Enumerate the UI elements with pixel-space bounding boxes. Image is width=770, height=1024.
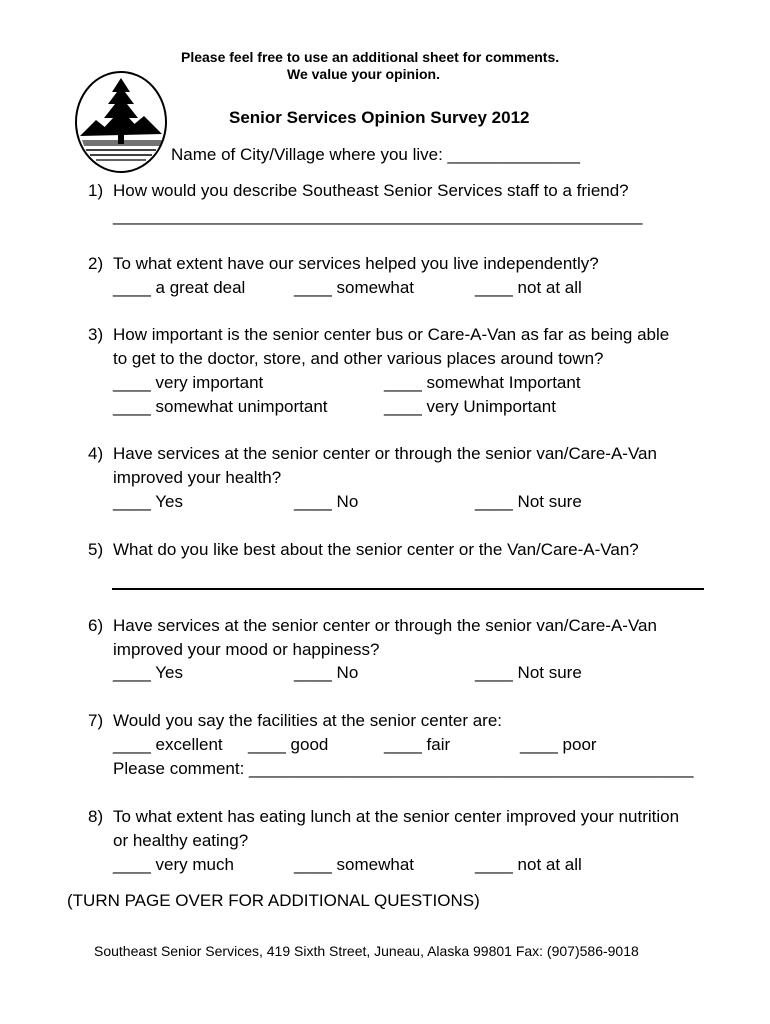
question-7-text: Would you say the facilities at the senior center are: xyxy=(113,711,502,730)
question-2-number: 2) xyxy=(88,254,104,273)
header-line-2: We value your opinion. xyxy=(287,66,440,82)
question-5-text: What do you like best about the senior center or the Van/Care-A-Van? xyxy=(113,540,639,559)
q8-option-very-much[interactable]: ____ very much xyxy=(113,855,234,874)
q6-option-yes[interactable]: ____ Yes xyxy=(113,663,183,682)
survey-title: Senior Services Opinion Survey 2012 xyxy=(229,108,530,127)
question-7-number: 7) xyxy=(88,711,104,730)
question-5-number: 5) xyxy=(88,540,104,559)
question-2-text: To what extent have our services helped you live independently? xyxy=(113,254,599,273)
q4-option-yes[interactable]: ____ Yes xyxy=(113,492,183,511)
q2-option-great-deal[interactable]: ____ a great deal xyxy=(113,278,246,297)
q3-option-very-important[interactable]: ____ very important xyxy=(113,373,264,392)
question-3-number: 3) xyxy=(88,325,104,344)
q7-option-excellent[interactable]: ____ excellent xyxy=(113,735,223,754)
q2-option-somewhat[interactable]: ____ somewhat xyxy=(294,278,415,297)
q4-option-not-sure[interactable]: ____ Not sure xyxy=(475,492,582,511)
question-4-text-line-2: improved your health? xyxy=(113,468,282,487)
question-8-text-line-1: To what extent has eating lunch at the senior center improved your nutrition xyxy=(113,807,680,826)
q8-option-somewhat[interactable]: ____ somewhat xyxy=(294,855,415,874)
q7-option-good[interactable]: ____ good xyxy=(248,735,329,754)
question-6-text-line-2: improved your mood or happiness? xyxy=(113,640,380,659)
q3-option-somewhat-unimportant[interactable]: ____ somewhat unimportant xyxy=(113,397,328,416)
question-3-text-line-2: to get to the doctor, store, and other various places around town? xyxy=(113,349,604,368)
q8-option-not-at-all[interactable]: ____ not at all xyxy=(475,855,582,874)
turn-page-notice: (TURN PAGE OVER FOR ADDITIONAL QUESTIONS) xyxy=(67,891,480,910)
question-8-text-line-2: or healthy eating? xyxy=(113,831,249,850)
question-1-answer-line[interactable]: ________________________________________________________ xyxy=(113,206,643,225)
q3-option-somewhat-important[interactable]: ____ somewhat Important xyxy=(384,373,581,392)
question-4-text-line-1: Have services at the senior center or through the senior van/Care-A-Van xyxy=(113,444,657,463)
q6-option-not-sure[interactable]: ____ Not sure xyxy=(475,663,582,682)
q7-option-poor[interactable]: ____ poor xyxy=(520,735,597,754)
question-6-number: 6) xyxy=(88,616,104,635)
q3-option-very-unimportant[interactable]: ____ very Unimportant xyxy=(384,397,556,416)
q4-option-no[interactable]: ____ No xyxy=(294,492,359,511)
question-8-number: 8) xyxy=(88,807,104,826)
question-5-answer-line[interactable] xyxy=(112,588,704,590)
q6-option-no[interactable]: ____ No xyxy=(294,663,359,682)
footer-address: Southeast Senior Services, 419 Sixth Street, Juneau, Alaska 99801 Fax: (907)586-9018 xyxy=(94,943,639,959)
question-1-text: How would you describe Southeast Senior Services staff to a friend? xyxy=(113,181,629,200)
question-1-number: 1) xyxy=(88,181,104,200)
q7-comment-field[interactable]: Please comment: _______________________________________________ xyxy=(113,759,694,778)
header-line-1: Please feel free to use an additional sheet for comments. xyxy=(181,49,560,65)
question-6-text-line-1: Have services at the senior center or through the senior van/Care-A-Van xyxy=(113,616,657,635)
city-village-prompt: Name of City/Village where you live: ______________ xyxy=(171,145,580,164)
q2-option-not-at-all[interactable]: ____ not at all xyxy=(475,278,582,297)
question-4-number: 4) xyxy=(88,444,104,463)
tree-logo-icon xyxy=(74,70,168,174)
q7-option-fair[interactable]: ____ fair xyxy=(384,735,451,754)
question-3-text-line-1: How important is the senior center bus or Care-A-Van as far as being able xyxy=(113,325,670,344)
